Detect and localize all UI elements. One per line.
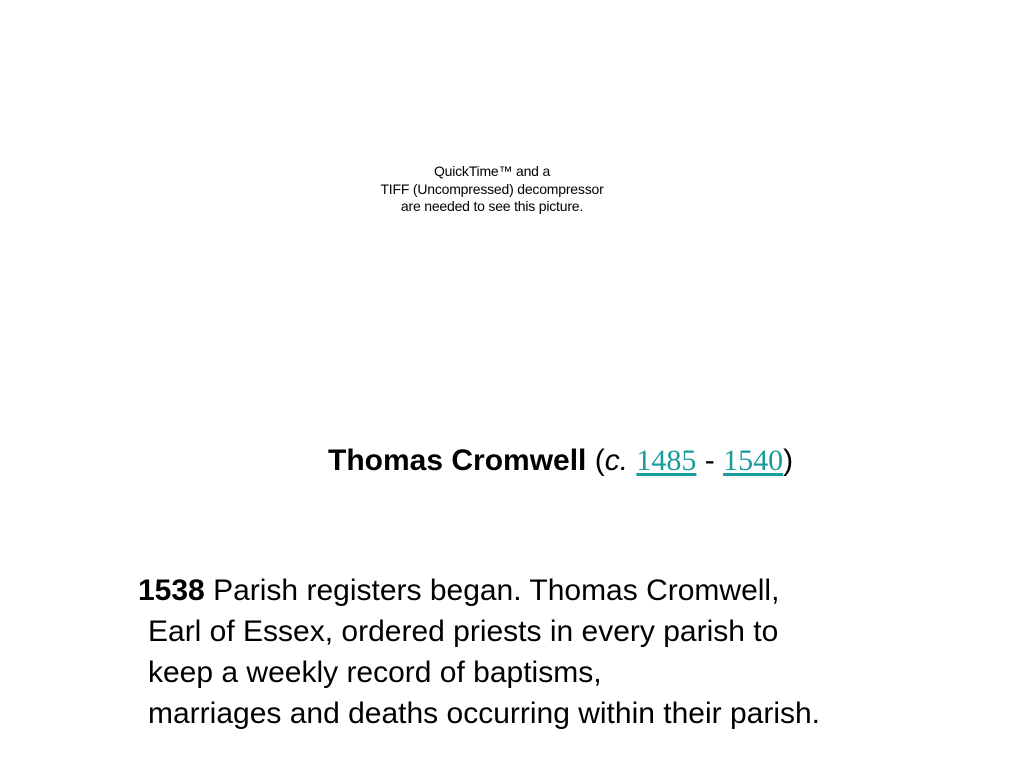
image-placeholder <box>340 163 644 216</box>
placeholder-line: QuickTime™ and a <box>433 163 551 179</box>
birth-year-link[interactable]: 1485 <box>636 444 697 477</box>
body-line: marriages and deaths occurring within their parish. <box>148 697 820 730</box>
year-label: 1538 <box>138 574 205 607</box>
placeholder-line: are needed to see this picture. <box>400 198 584 214</box>
open-paren: ( <box>586 444 605 477</box>
body-paragraph <box>138 570 1008 734</box>
body-line: keep a weekly record of baptisms, <box>148 656 602 689</box>
circa-marker: c. <box>604 444 629 477</box>
body-line: Earl of Essex, ordered priests in every parish to <box>148 615 779 648</box>
close-paren: ) <box>783 444 794 477</box>
date-separator: - <box>696 444 724 477</box>
body-line <box>138 570 1008 611</box>
person-name: Thomas Cromwell <box>328 444 587 477</box>
death-year-link[interactable]: 1540 <box>723 444 784 477</box>
portrait-caption <box>328 441 793 481</box>
placeholder-line: TIFF (Uncompressed) decompressor <box>380 180 604 197</box>
body-line-text: Parish registers began. Thomas Cromwell, <box>204 574 780 607</box>
